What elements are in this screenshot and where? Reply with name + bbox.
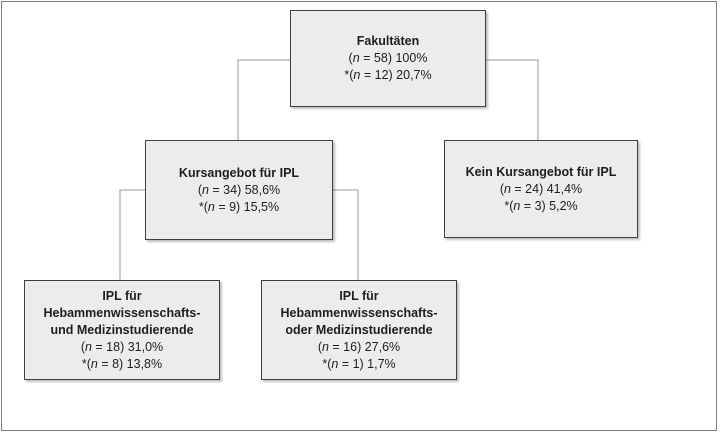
node-title-line-2: Hebammenwissenschafts- xyxy=(280,305,438,320)
node-title-line-1: IPL für xyxy=(339,288,379,303)
connector-kursangebot-und xyxy=(120,190,145,280)
node-kursangebot xyxy=(145,140,333,240)
node-count-line: (n = 18) 31,0% xyxy=(80,339,164,354)
node-title-line-3: und Medizinstudierende xyxy=(50,322,194,337)
node-ipl-oder xyxy=(261,280,457,380)
node-title: Kein Kursangebot für IPL xyxy=(465,164,617,179)
node-count-line: (n = 16) 27,6% xyxy=(317,339,401,354)
node-subcount-line: *(n = 9) 15,5% xyxy=(198,199,280,214)
node-subcount-line: *(n = 12) 20,7% xyxy=(344,68,432,82)
node-count-line: (n = 34) 58,6% xyxy=(197,182,281,197)
node-kein-kursangebot xyxy=(444,140,638,238)
node-count-line: (n = 58) 100% xyxy=(348,51,428,65)
connector-root-kein xyxy=(486,60,538,140)
node-fakultaeten xyxy=(290,10,486,107)
connector-kursangebot-oder xyxy=(333,190,358,280)
node-title-line-3: oder Medizinstudierende xyxy=(285,322,433,337)
node-subcount-line: *(n = 3) 5,2% xyxy=(504,198,578,213)
node-title: Fakultäten xyxy=(356,34,420,48)
node-title-line-1: IPL für xyxy=(102,288,142,303)
connector-root-kursangebot xyxy=(238,60,290,140)
node-subcount-line: *(n = 1) 1,7% xyxy=(322,356,396,371)
node-count-line: (n = 24) 41,4% xyxy=(499,181,583,196)
node-ipl-und xyxy=(24,280,220,380)
node-title-line-2: Hebammenwissenschafts- xyxy=(43,305,201,320)
node-title: Kursangebot für IPL xyxy=(178,165,300,180)
node-subcount-line: *(n = 8) 13,8% xyxy=(81,356,163,371)
